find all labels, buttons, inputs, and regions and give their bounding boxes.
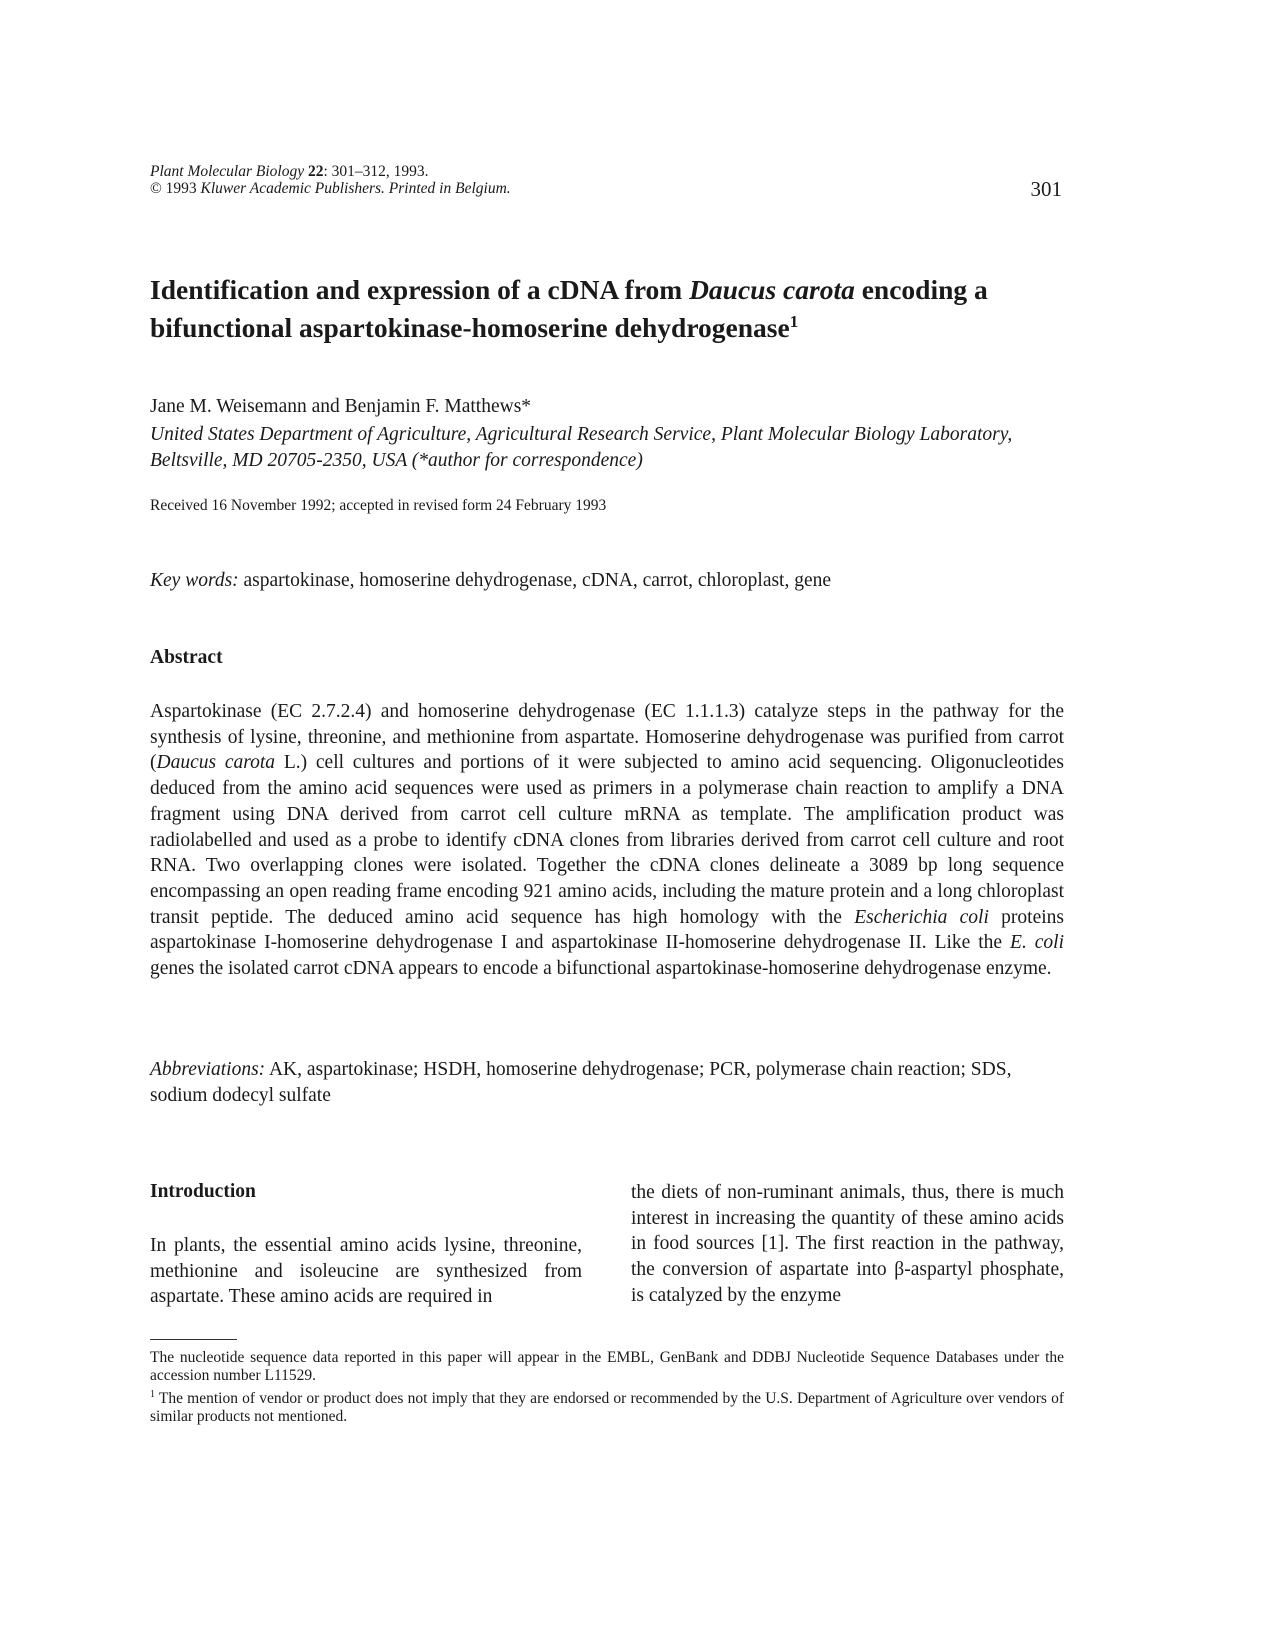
journal-citation <box>150 163 1062 180</box>
article-title <box>150 274 1065 344</box>
footnote-divider <box>150 1339 237 1340</box>
running-header <box>150 163 1062 201</box>
page-number: 301 <box>1030 177 1062 201</box>
introduction-heading: Introduction <box>150 1181 256 1202</box>
journal-name: Plant Molecular Biology <box>150 163 305 180</box>
keywords-label: Key words: <box>150 570 239 591</box>
footnote-vendor <box>150 1386 1064 1427</box>
abstract-organism: Escherichia coli <box>854 906 989 928</box>
abstract-organism-short: E. coli <box>1010 932 1065 954</box>
footnote-vendor-mark: 1 <box>150 1388 155 1400</box>
abbreviations <box>150 1057 1064 1108</box>
copyright-symbol: © <box>150 180 162 197</box>
introduction-text-left: In plants, the essential amino acids lysine, threonine, methionine and isoleucine are synthesized from aspartate. These amino acids are required in <box>150 1235 582 1308</box>
journal-volume: 22 <box>307 163 324 180</box>
abbreviations-label: Abbreviations: <box>150 1059 266 1080</box>
right-column <box>631 1180 1064 1309</box>
author-list: Jane M. Weisemann and Benjamin F. Matthews* <box>150 396 532 417</box>
abstract-text-2: L.) cell cultures and portions of it were subjected to amino acid sequencing. Oligonucleotides deduced from the amino acid sequences were used as primers in a polymerase chain reaction to amplify a DNA fragment using DNA derived from carrot cell culture mRNA as template. The amplification product was radiolabelled and used as a probe to identify cDNA clones from libraries derived from carrot cell culture and root RNA. Two overlapping clones were isolated. Together the cDNA clones delineate a 3089 bp long sequence encompassing an open reading frame encoding 921 amino acids, including the mature protein and a long chloroplast transit peptide. The deduced amino acid sequence has high homology with the <box>150 752 1064 928</box>
title-part-1: Identification and expression of a cDNA from <box>150 274 690 305</box>
title-part-2: encoding a bifunctional aspartokinase-homoserine dehydrogenase <box>150 274 988 344</box>
footnote-vendor-text: The mention of vendor or product does not imply that they are endorsed or recommended by the U.S. Department of Agriculture over vendors of similar products not mentioned. <box>150 1389 1064 1426</box>
footnote-sequence-data: The nucleotide sequence data reported in this paper will appear in the EMBL, GenBank and DDBJ Nucleotide Sequence Databases under the accession number L11529. <box>150 1349 1064 1385</box>
keywords-text: aspartokinase, homoserine dehydrogenase, cDNA, carrot, chloroplast, gene <box>238 570 832 591</box>
received-dates: Received 16 November 1992; accepted in revised form 24 February 1993 <box>150 497 607 514</box>
abstract-species: Daucus carota <box>156 752 276 774</box>
abstract-heading: Abstract <box>150 647 223 668</box>
journal-pages-year: : 301–312, 1993. <box>323 163 429 180</box>
author-affiliation: United States Department of Agriculture, Agricultural Research Service, Plant Molecular Biology Laboratory, Beltsville, MD 20705-2350, USA (*author for correspondence) <box>150 424 1013 471</box>
abstract-text-4: genes the isolated carrot cDNA appears to encode a bifunctional aspartokinase-homoserine dehydrogenase enzyme. <box>150 958 1052 980</box>
abstract-body <box>150 699 1064 982</box>
title-footnote-mark: 1 <box>789 312 799 331</box>
title-species: Daucus carota <box>689 274 855 305</box>
abbreviations-text: AK, aspartokinase; HSDH, homoserine dehydrogenase; PCR, polymerase chain reaction; SDS, sodium dodecyl sulfate <box>150 1059 1012 1106</box>
keywords <box>150 570 1065 592</box>
publisher-line: Kluwer Academic Publishers. Printed in Belgium. <box>200 180 511 197</box>
abstract-text-1: Aspartokinase (EC 2.7.2.4) and homoserine dehydrogenase (EC 1.1.1.3) catalyze steps in the pathway for the synthesis of lysine, threonine, and methionine from aspartate. Homoserine dehydrogenase was purified from carrot ( <box>150 701 1064 774</box>
abstract-text-3: proteins aspartokinase I-homoserine dehydrogenase I and aspartokinase II-homoserine dehydrogenase II. Like the <box>150 906 1064 954</box>
introduction-text-right: the diets of non-ruminant animals, thus, there is much interest in increasing the quantity of these amino acids in food sources [1]. The first reaction in the pathway, the conversion of aspartate into β-aspartyl phosphate, is catalyzed by the enzyme <box>631 1182 1064 1306</box>
copyright-line <box>150 180 1062 197</box>
footnotes <box>150 1349 1064 1427</box>
copyright-year: 1993 <box>161 180 201 197</box>
left-column <box>150 1180 582 1310</box>
